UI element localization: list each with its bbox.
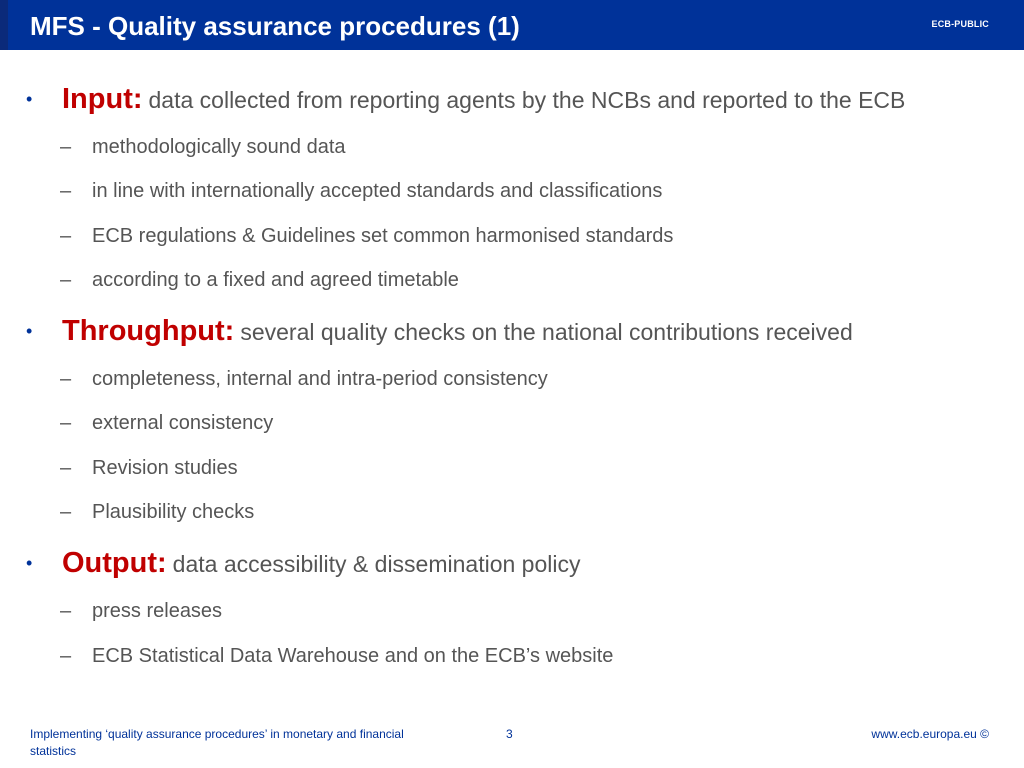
bullet-text: data collected from reporting agents by the NCBs and reported to the ECB — [148, 87, 906, 113]
sub-bullet: – methodologically sound data — [60, 136, 346, 158]
bullet-input — [26, 85, 905, 114]
sub-bullet-text: in line with internationally accepted standards and classifications — [92, 180, 663, 202]
sub-bullet-text: Plausibility checks — [92, 501, 255, 523]
sub-bullet-text: Revision studies — [92, 457, 238, 479]
sub-bullet: – ECB Statistical Data Warehouse and on the ECB’s website — [60, 645, 614, 667]
bullet-throughput — [26, 317, 853, 346]
bullet-marker: • — [26, 553, 33, 573]
page-number: 3 — [506, 727, 513, 741]
sub-bullet: – Revision studies — [60, 457, 238, 479]
sub-bullet-text: completeness, internal and intra-period consistency — [92, 368, 548, 390]
header-accent — [0, 0, 8, 50]
bullet-keyword: Throughput: — [62, 315, 235, 347]
sub-bullet-text: ECB Statistical Data Warehouse and on the ECB’s website — [92, 645, 614, 667]
sub-bullet: – in line with internationally accepted standards and classifications — [60, 180, 663, 202]
sub-bullet-text: press releases — [92, 600, 223, 622]
bullet-output — [26, 549, 580, 578]
slide-title: MFS - Quality assurance procedures (1) — [30, 11, 520, 41]
sub-bullet: – press releases — [60, 600, 223, 622]
footer-presentation-title: Implementing ‘quality assurance procedures’ in monetary and financial statistics — [30, 727, 404, 758]
sub-bullet: – external consistency — [60, 412, 274, 434]
sub-bullet-text: external consistency — [92, 412, 274, 434]
sub-bullet: – according to a fixed and agreed timetable — [60, 269, 459, 291]
bullet-keyword: Input: — [62, 83, 143, 115]
bullet-marker: • — [26, 321, 33, 341]
bullet-text: several quality checks on the national contributions received — [240, 319, 853, 345]
bullet-text: data accessibility & dissemination policy — [172, 551, 581, 577]
bullet-marker: • — [26, 89, 33, 109]
sub-bullet: – Plausibility checks — [60, 501, 255, 523]
sub-bullet: – ECB regulations & Guidelines set common harmonised standards — [60, 225, 674, 247]
sub-bullet-text: methodologically sound data — [92, 136, 346, 158]
sub-bullet-text: ECB regulations & Guidelines set common harmonised standards — [92, 225, 674, 247]
footer-website-link[interactable]: www.ecb.europa.eu © — [871, 727, 989, 741]
bullet-keyword: Output: — [62, 547, 167, 579]
classification-label: ECB-PUBLIC — [931, 19, 989, 29]
header-bar — [0, 0, 1024, 50]
sub-bullet-text: according to a fixed and agreed timetable — [92, 269, 459, 291]
sub-bullet: – completeness, internal and intra-period consistency — [60, 368, 548, 390]
